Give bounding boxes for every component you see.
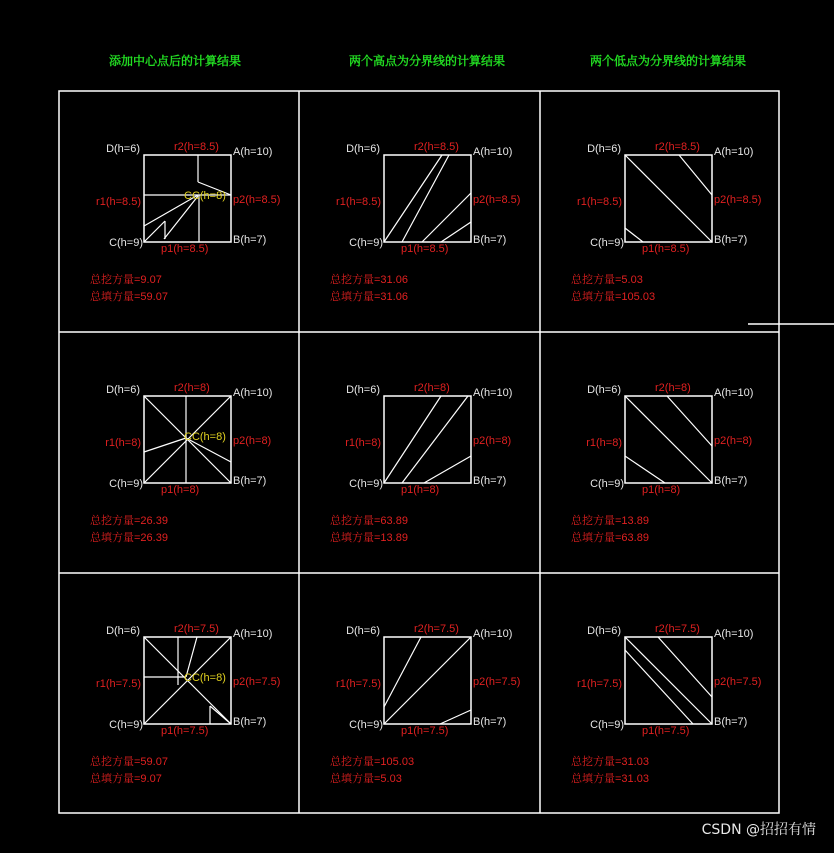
corner-label-b: B(h=7) — [473, 234, 507, 246]
division-line — [625, 637, 712, 724]
corner-label-d: D(h=6) — [106, 625, 140, 637]
edge-label-r1: r1(h=8) — [345, 437, 381, 449]
center-label-cc: CC(h=8) — [184, 431, 226, 443]
corner-label-a: A(h=10) — [714, 628, 754, 640]
division-line — [384, 155, 442, 242]
corner-label-c: C(h=9) — [590, 237, 624, 249]
edge-label-p2: p2(h=8) — [473, 435, 512, 447]
corner-label-a: A(h=10) — [473, 387, 513, 399]
division-line — [384, 637, 471, 724]
cell-r2-c2 — [571, 623, 761, 785]
corner-label-a: A(h=10) — [233, 628, 273, 640]
corner-label-d: D(h=6) — [587, 384, 621, 396]
cell-r0-c0 — [90, 141, 280, 303]
cut-volume: 总挖方量=31.03 — [571, 756, 649, 768]
outer-frame — [59, 91, 779, 813]
edge-label-r1: r1(h=7.5) — [577, 678, 622, 690]
corner-label-b: B(h=7) — [233, 716, 267, 728]
corner-label-b: B(h=7) — [714, 716, 748, 728]
fill-volume: 总填方量=105.03 — [571, 291, 656, 303]
corner-label-b: B(h=7) — [473, 716, 507, 728]
fill-volume: 总填方量=31.03 — [571, 773, 649, 785]
edge-label-r1: r1(h=8.5) — [96, 196, 141, 208]
column-header-center-point: 添加中心点后的计算结果 — [108, 54, 242, 68]
edge-label-r2: r2(h=8) — [414, 382, 450, 394]
corner-label-c: C(h=9) — [349, 237, 383, 249]
fill-volume: 总填方量=13.89 — [330, 532, 408, 544]
edge-label-r2: r2(h=7.5) — [174, 623, 219, 635]
corner-label-c: C(h=9) — [590, 478, 624, 490]
corner-label-b: B(h=7) — [714, 475, 748, 487]
corner-label-a: A(h=10) — [714, 146, 754, 158]
division-line — [186, 637, 197, 677]
cut-volume: 总挖方量=31.06 — [330, 274, 408, 286]
edge-label-p1: p1(h=8) — [161, 484, 200, 496]
edge-label-p2: p2(h=8.5) — [714, 194, 762, 206]
corner-label-d: D(h=6) — [106, 384, 140, 396]
fill-volume: 总填方量=59.07 — [90, 291, 168, 303]
edge-label-r2: r2(h=8.5) — [655, 141, 700, 153]
division-line — [667, 396, 712, 446]
division-line — [164, 196, 198, 239]
edge-label-p1: p1(h=7.5) — [401, 725, 449, 737]
corner-label-d: D(h=6) — [346, 143, 380, 155]
corner-label-b: B(h=7) — [714, 234, 748, 246]
edge-label-r1: r1(h=7.5) — [96, 678, 141, 690]
division-line — [210, 706, 231, 724]
division-line — [402, 155, 449, 242]
column-header-high-points: 两个高点为分界线的计算结果 — [348, 54, 506, 68]
column-header-low-points: 两个低点为分界线的计算结果 — [589, 54, 747, 68]
edge-label-p1: p1(h=7.5) — [161, 725, 209, 737]
fill-volume: 总填方量=5.03 — [330, 773, 402, 785]
corner-label-a: A(h=10) — [714, 387, 754, 399]
edge-label-p1: p1(h=8) — [642, 484, 681, 496]
corner-label-c: C(h=9) — [349, 478, 383, 490]
corner-label-b: B(h=7) — [473, 475, 507, 487]
division-line — [441, 222, 471, 242]
division-line — [625, 456, 665, 483]
cell-r2-c1 — [330, 623, 520, 785]
cut-volume: 总挖方量=63.89 — [330, 515, 408, 527]
corner-label-a: A(h=10) — [473, 146, 513, 158]
edge-label-p1: p1(h=8.5) — [642, 243, 690, 255]
edge-label-p1: p1(h=8.5) — [401, 243, 449, 255]
edge-label-r2: r2(h=8) — [655, 382, 691, 394]
division-line — [384, 637, 421, 707]
division-line — [625, 155, 712, 242]
corner-label-d: D(h=6) — [106, 143, 140, 155]
edge-label-r1: r1(h=8.5) — [577, 196, 622, 208]
corner-label-a: A(h=10) — [473, 628, 513, 640]
edge-label-r2: r2(h=8.5) — [174, 141, 219, 153]
cell-r1-c2 — [571, 382, 753, 544]
division-line — [440, 710, 471, 724]
edge-label-p2: p2(h=7.5) — [473, 676, 521, 688]
corner-label-c: C(h=9) — [590, 719, 624, 731]
fill-volume: 总填方量=26.39 — [90, 532, 168, 544]
division-line — [625, 396, 712, 483]
edge-label-r1: r1(h=8) — [586, 437, 622, 449]
corner-label-c: C(h=9) — [349, 719, 383, 731]
corner-label-d: D(h=6) — [346, 625, 380, 637]
cut-volume: 总挖方量=9.07 — [90, 274, 162, 286]
corner-label-b: B(h=7) — [233, 234, 267, 246]
corner-label-b: B(h=7) — [233, 475, 267, 487]
division-line — [625, 650, 693, 724]
corner-label-d: D(h=6) — [587, 143, 621, 155]
corner-label-d: D(h=6) — [587, 625, 621, 637]
edge-label-p1: p1(h=7.5) — [642, 725, 690, 737]
center-label-cc: CC(h=8) — [184, 190, 226, 202]
division-line — [422, 193, 471, 242]
fill-volume: 总填方量=63.89 — [571, 532, 649, 544]
edge-label-r1: r1(h=8.5) — [336, 196, 381, 208]
division-line — [144, 438, 186, 452]
cell-r0-c2 — [571, 141, 761, 303]
edge-label-r2: r2(h=8.5) — [414, 141, 459, 153]
watermark: CSDN @招招有情 — [701, 822, 816, 838]
cell-r1-c1 — [330, 382, 512, 544]
edge-label-p2: p2(h=7.5) — [233, 676, 281, 688]
corner-label-a: A(h=10) — [233, 387, 273, 399]
cut-volume: 总挖方量=13.89 — [571, 515, 649, 527]
division-line — [424, 456, 471, 483]
cut-volume: 总挖方量=5.03 — [571, 274, 643, 286]
edge-label-p2: p2(h=8) — [714, 435, 753, 447]
edge-label-r2: r2(h=7.5) — [655, 623, 700, 635]
division-line — [679, 155, 712, 195]
cut-volume: 总挖方量=105.03 — [330, 756, 415, 768]
edge-label-r2: r2(h=7.5) — [414, 623, 459, 635]
center-label-cc: CC(h=8) — [184, 672, 226, 684]
edge-label-p2: p2(h=8.5) — [473, 194, 521, 206]
cell-r2-c0 — [90, 623, 280, 785]
corner-label-c: C(h=9) — [109, 478, 143, 490]
division-line — [658, 637, 712, 697]
edge-label-p1: p1(h=8) — [401, 484, 440, 496]
cut-volume: 总挖方量=59.07 — [90, 756, 168, 768]
corner-label-c: C(h=9) — [109, 719, 143, 731]
edge-label-r1: r1(h=8) — [105, 437, 141, 449]
fill-volume: 总填方量=31.06 — [330, 291, 408, 303]
corner-label-a: A(h=10) — [233, 146, 273, 158]
cell-r0-c1 — [330, 141, 520, 303]
edge-label-r1: r1(h=7.5) — [336, 678, 381, 690]
edge-label-r2: r2(h=8) — [174, 382, 210, 394]
edge-label-p1: p1(h=8.5) — [161, 243, 209, 255]
fill-volume: 总填方量=9.07 — [90, 773, 162, 785]
corner-label-c: C(h=9) — [109, 237, 143, 249]
corner-label-d: D(h=6) — [346, 384, 380, 396]
cell-r1-c0 — [90, 382, 272, 544]
survey-square — [384, 155, 471, 242]
edge-label-p2: p2(h=8) — [233, 435, 272, 447]
edge-label-p2: p2(h=7.5) — [714, 676, 762, 688]
cut-volume: 总挖方量=26.39 — [90, 515, 168, 527]
division-line — [625, 228, 643, 242]
edge-label-p2: p2(h=8.5) — [233, 194, 281, 206]
